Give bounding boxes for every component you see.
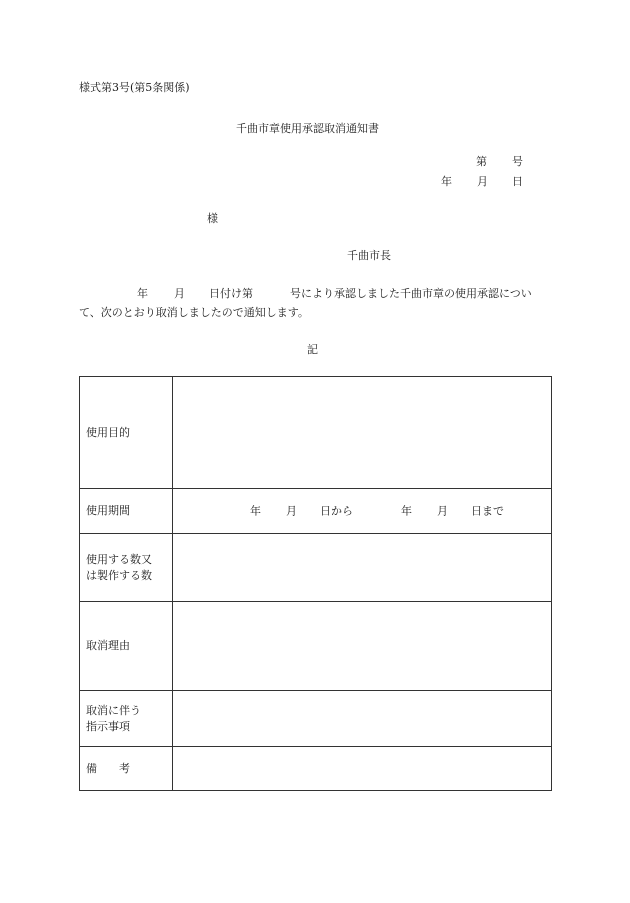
period-label: 使用期間 — [80, 489, 173, 534]
period-year-from: 年 — [250, 504, 261, 518]
remarks-label: 備 考 — [80, 747, 173, 791]
instruction-row — [80, 691, 552, 747]
instruction-label-line2: 指示事項 — [86, 719, 130, 733]
form-number: 様式第3号(第5条関係) — [79, 81, 190, 94]
remarks-row — [80, 747, 552, 791]
reason-row — [80, 602, 552, 691]
body-year: 年 — [137, 287, 148, 300]
recipient-suffix: 様 — [207, 212, 218, 225]
body-text-line1: 号により承認しました千曲市章の使用承認につい — [290, 287, 532, 300]
period-row — [80, 489, 552, 534]
number-suffix: 号 — [512, 155, 523, 168]
ki-heading: 記 — [307, 343, 318, 356]
reason-label: 取消理由 — [80, 602, 173, 691]
instruction-label-line1: 取消に伴う — [86, 703, 141, 717]
number-prefix: 第 — [476, 155, 487, 168]
date-day: 日 — [512, 175, 523, 188]
remarks-field — [173, 747, 552, 791]
purpose-label: 使用目的 — [80, 377, 173, 489]
date-year: 年 — [441, 175, 452, 188]
instruction-field — [173, 691, 552, 747]
period-from: 日から — [320, 504, 353, 518]
quantity-label-line1: 使用する数又 — [86, 552, 152, 566]
date-month: 月 — [477, 175, 488, 188]
period-until: 日まで — [471, 504, 504, 518]
period-field — [173, 489, 552, 534]
issuer: 千曲市長 — [347, 249, 391, 262]
period-month-to: 月 — [437, 504, 448, 518]
quantity-field — [173, 534, 552, 602]
form-table — [79, 376, 552, 791]
body-date-prefix: 日付け第 — [209, 287, 253, 300]
quantity-label — [80, 534, 173, 602]
quantity-label-line2: は製作する数 — [86, 568, 152, 582]
body-text-line2: て、次のとおり取消しましたので通知します。 — [79, 306, 309, 319]
purpose-row — [80, 377, 552, 489]
reason-field — [173, 602, 552, 691]
period-year-to: 年 — [401, 504, 412, 518]
period-month-from: 月 — [286, 504, 297, 518]
instruction-label — [80, 691, 173, 747]
body-month: 月 — [174, 287, 185, 300]
quantity-row — [80, 534, 552, 602]
purpose-field — [173, 377, 552, 489]
document-title: 千曲市章使用承認取消通知書 — [236, 122, 379, 135]
